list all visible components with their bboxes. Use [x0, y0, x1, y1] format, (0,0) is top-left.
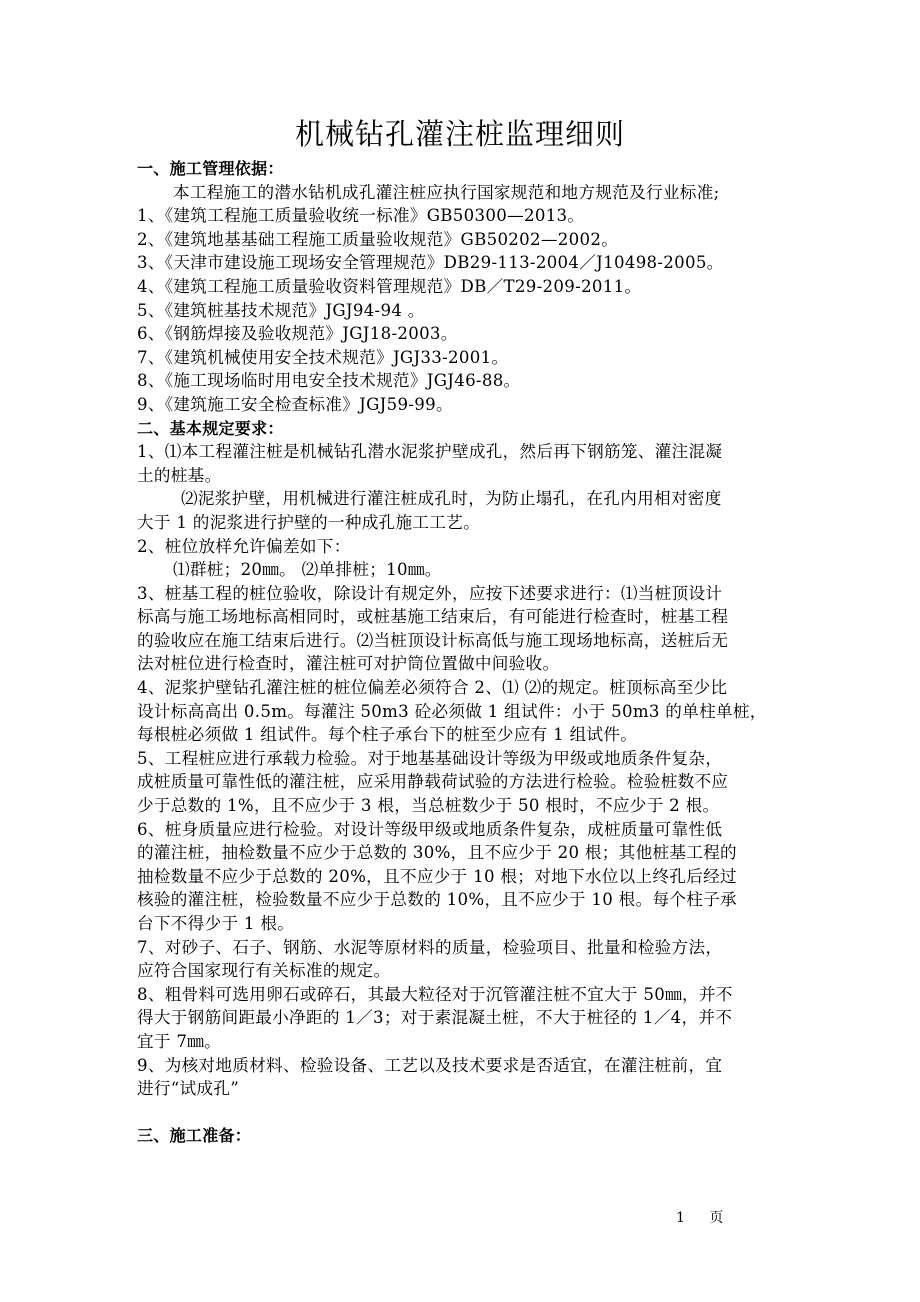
standard-item: 7、《建筑机械使用安全技术规范》JGJ33-2001。 [137, 347, 509, 367]
paragraph-line: 3、桩基工程的桩位验收，除设计有规定外，应按下述要求进行：⑴当桩顶设计 [137, 583, 723, 603]
paragraph-line: 8、粗骨料可选用卵石或碎石，其最大粒径对于沉管灌注桩不宜大于 50㎜，并不 [137, 984, 733, 1004]
paragraph-line: 成桩质量可靠性低的灌注桩，应采用静载荷试验的方法进行检验。检验桩数不应 [137, 772, 729, 792]
standard-item: 1、《建筑工程施工质量验收统一标准》GB50300—2013。 [137, 206, 585, 226]
paragraph-line: ⑵泥浆护壁，用机械进行灌注桩成孔时，为防止塌孔，在孔内用相对密度 [181, 489, 722, 509]
blank-line [137, 1101, 787, 1125]
paragraph-line: 得大于钢筋间距最小净距的 1／3；对于素混凝土桩，不大于桩径的 1／4，并不 [137, 1008, 733, 1028]
paragraph-line: 7、对砂子、石子、钢筋、水泥等原材料的质量，检验项目、批量和检验方法， [137, 937, 723, 957]
paragraph-line: 5、工程桩应进行承载力检验。对于地基基础设计等级为甲级或地质条件复杂， [137, 748, 723, 768]
document-body [137, 157, 787, 1148]
section-heading-1: 一、施工管理依据： [137, 159, 284, 178]
standard-item: 5、《建筑桩基技术规范》JGJ94-94 。 [137, 300, 425, 320]
paragraph-line: 抽检数量不应少于总数的 20%，且不应少于 10 根；对地下水位以上终孔后经过 [137, 866, 737, 886]
paragraph-line: 设计标高高出 0.5m。每灌注 50m3 砼必须做 1 组试件：小于 50m3 的单柱单桩， [137, 701, 767, 721]
paragraph-line: 标高与施工场地标高相同时，或桩基施工结束后，有可能进行检查时，桩基工程 [137, 607, 729, 627]
paragraph-line: 进行“试成孔” [137, 1079, 240, 1099]
standard-item: 6、《钢筋焊接及验收规范》JGJ18-2003。 [137, 324, 458, 344]
paragraph-line: 的灌注桩，抽检数量不应少于总数的 30%，且不应少于 20 根；其他桩基工程的 [137, 843, 737, 863]
section1-intro: 本工程施工的潜水钻机成孔灌注桩应执行国家规范和地方规范及行业标准; [173, 182, 720, 202]
page-unit: 页 [709, 1210, 724, 1226]
page-number: 1 [676, 1210, 685, 1226]
standard-item: 8、《施工现场临时用电安全技术规范》JGJ46-88。 [137, 371, 521, 391]
paragraph-line: 法对桩位进行检查时，灌注桩可对护筒位置做中间验收。 [137, 654, 560, 674]
paragraph-line: 土的桩基。 [137, 465, 222, 485]
paragraph-line: 宜于 7㎜。 [137, 1031, 222, 1051]
paragraph-line: 台下不得少于 1 根。 [137, 914, 295, 933]
paragraph-line: 9、为核对地质材料、检验设备、工艺以及技术要求是否适宜，在灌注桩前，宜 [137, 1055, 723, 1075]
paragraph-line: 大于 1 的泥浆进行护壁的一种成孔施工工艺。 [137, 512, 480, 532]
standard-item: 4、《建筑工程施工质量验收资料管理规范》DB／T29-209-2011。 [137, 276, 642, 296]
paragraph-line: 核验的灌注桩，检验数量不应少于总数的 10%，且不应少于 10 根。每个柱子承 [137, 890, 737, 910]
paragraph-line: 4、泥浆护壁钻孔灌注桩的桩位偏差必须符合 2、⑴ ⑵的规定。桩顶标高至少比 [137, 678, 728, 698]
page-footer [676, 1207, 723, 1227]
section-heading-2: 二、基本规定要求： [137, 418, 284, 438]
paragraph-line: 6、桩身质量应进行检验。对设计等级甲级或地质条件复杂，成桩质量可靠性低 [137, 819, 723, 839]
paragraph-line: 2、桩位放样允许偏差如下： [137, 536, 351, 556]
paragraph-line: 少于总数的 1%，且不应少于 3 根，当总桩数少于 50 根时，不应少于 2 根。 [137, 796, 720, 816]
document-title: 机械钻孔灌注桩监理细则 [294, 117, 625, 151]
standard-item: 3、《天津市建设施工现场安全管理规范》DB29-113-2004／J10498-2005。 [137, 253, 724, 273]
standard-item: 2、《建筑地基基础工程施工质量验收规范》GB50202—2002。 [137, 229, 619, 249]
paragraph-line: 1、⑴本工程灌注桩是机械钻孔潜水泥浆护壁成孔，然后再下钢筋笼、灌注混凝 [137, 442, 723, 462]
paragraph-line: 每根桩必须做 1 组试件。每个柱子承台下的桩至少应有 1 组试件。 [137, 725, 638, 745]
standard-item: 9、《建筑施工安全检查标准》JGJ59-99。 [137, 394, 453, 414]
section-heading-3: 三、施工准备： [137, 1126, 252, 1146]
paragraph-line: 应符合国家现行有关标准的规定。 [137, 961, 391, 981]
paragraph-line: 的验收应在施工结束后进行。⑵当桩顶设计标高低与施工现场地标高，送桩后无 [137, 630, 729, 650]
paragraph-line: ⑴群桩；20㎜。 ⑵单排桩；10㎜。 [173, 560, 442, 580]
